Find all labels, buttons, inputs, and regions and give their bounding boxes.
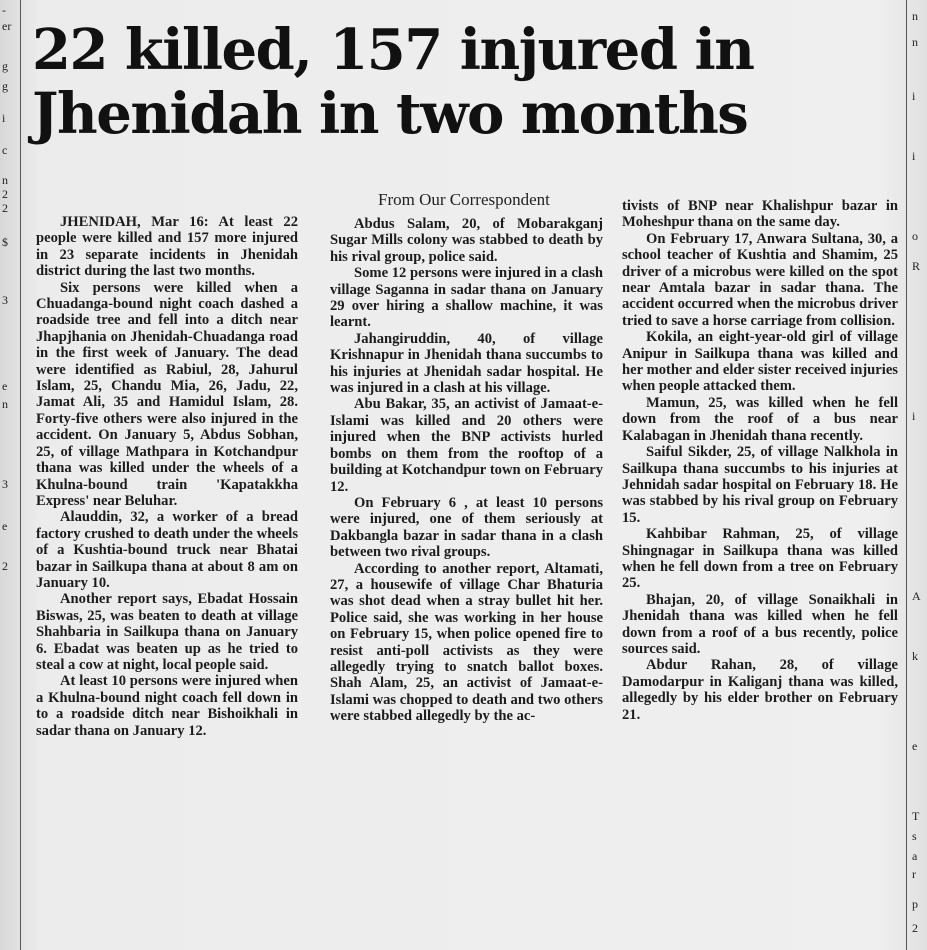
article-headline	[32, 18, 902, 146]
edge-fragment: -	[2, 3, 6, 17]
edge-fragment: a	[912, 849, 918, 863]
paragraph-continuation: tivists of BNP near Khalishpur bazar in Moheshpur thana on the same day.	[622, 198, 898, 231]
edge-fragment: A	[912, 589, 921, 603]
edge-fragment: e	[912, 739, 918, 753]
edge-fragment: T	[912, 809, 920, 823]
article-column-2	[330, 216, 603, 725]
edge-fragment: i	[912, 89, 916, 103]
edge-fragment: i	[912, 149, 916, 163]
paragraph: On February 6 , at least 10 persons were injured, one of them seriously at Dakbangla bazar in sadar thana in a clash between two rival groups.	[330, 494, 603, 561]
paragraph: Saiful Sikder, 25, of village Nalkhola in Sailkupa thana succumbs to his injuries at Jehnidah sadar hospital on February 18. He was stabbed by his rival group on February 15.	[622, 444, 898, 526]
edge-fragment: n	[912, 35, 918, 49]
paragraph: Abdus Salam, 20, of Mobarakganj Sugar Mills colony was stabbed to death by his rival group, police said.	[330, 216, 603, 265]
edge-fragment: i	[2, 111, 6, 125]
edge-fragment: R	[912, 259, 921, 273]
edge-fragment: 3	[2, 477, 8, 491]
edge-fragment: g	[2, 79, 8, 93]
edge-fragment: n	[2, 397, 8, 411]
paragraph: Kokila, an eight-year-old girl of village Anipur in Sailkupa thana was killed and her mother and elder sister received injuries when people attacked them.	[622, 329, 898, 395]
edge-fragment: 2	[2, 559, 8, 573]
edge-fragment: c	[2, 143, 8, 157]
edge-fragment: 2	[2, 201, 8, 215]
edge-fragment: o	[912, 229, 918, 243]
headline-line-1: 22 killed, 157 injured in	[32, 17, 754, 83]
edge-fragment: k	[912, 649, 918, 663]
edge-fragment: g	[2, 59, 8, 73]
edge-fragment: p	[912, 897, 918, 911]
paragraph: Abdur Rahan, 28, of village Damodarpur in Kaliganj thana was killed, allegedly by his elder brother on February 21.	[622, 657, 898, 723]
edge-fragment: n	[2, 173, 8, 187]
article-column-3	[622, 198, 898, 723]
paragraph: Alauddin, 32, a worker of a bread factory crushed to death under the wheels of a Kushtia-bound truck near Bhatai bazar in Sailkupa thana at about 8 am on January 10.	[36, 509, 298, 591]
edge-fragment: n	[912, 9, 918, 23]
edge-fragment: $	[2, 235, 8, 249]
left-adjacent-column-fragment	[0, 0, 21, 950]
edge-fragment: e	[2, 379, 8, 393]
paragraph: Abu Bakar, 35, an activist of Jamaat-e-Islami was killed and 20 others were injured when the BNP activists hurled bombs on them from the rooftop of a building at Kotchandpur town on February 12.	[330, 396, 603, 495]
edge-fragment: e	[2, 519, 8, 533]
edge-fragment: r	[912, 867, 916, 881]
paragraph: Another report says, Ebadat Hossain Biswas, 25, was beaten to death at village Shahbaria in Sailkupa thana on January 6. Ebadat was beaten up as he tried to steal a cow at night, local people said.	[36, 591, 298, 673]
paragraph: Bhajan, 20, of village Sonaikhali in Jhenidah thana was killed when he fell down from a roof of a bus recently, police sources said.	[622, 591, 898, 657]
edge-fragment: s	[912, 829, 917, 843]
edge-fragment: 3	[2, 293, 8, 307]
right-adjacent-column-fragment	[906, 0, 927, 950]
edge-fragment: er	[2, 19, 12, 33]
paragraph: On February 17, Anwara Sultana, 30, a school teacher of Kushtia and Shamim, 25 driver of a microbus were killed on the spot near Amtala bazar in sadar thana. The accident occurred when the microbus driver tried to save a horse carriage from collision.	[622, 230, 898, 329]
paragraph: JHENIDAH, Mar 16: At least 22 people were killed and 157 more injured in 23 separate incidents in Jhenidah district during the last two months.	[36, 214, 298, 280]
paragraph: Jahangiruddin, 40, of village Krishnapur in Jhenidah thana succumbs to his injuries at Jhenidah sadar hospital. He was injured in a clash at his village.	[330, 330, 603, 397]
paragraph: According to another report, Altamati, 27, a housewife of village Char Bhaturia was shot dead when a stray bullet hit her. Police said, she was working in her house on February 15, when police opened fire to resist anti-poll activists as they were allegedly trying to snatch ballot boxes. Shah Alam, 25, an activist of Jamaat-e-Islami was chopped to death and two others were stabbed allegedly by the ac-	[330, 560, 603, 725]
article-column-1	[36, 214, 298, 739]
paragraph: At least 10 persons were injured when a Khulna-bound night coach fell down in to a roadside ditch near Bishoikhali in sadar thana on January 12.	[36, 673, 298, 739]
article-byline: From Our Correspondent	[378, 190, 550, 209]
headline-line-2: Jhenidah in two months	[32, 81, 748, 147]
paragraph: Kahbibar Rahman, 25, of village Shingnagar in Sailkupa thana was killed when he fell down from a tree on February 25.	[622, 526, 898, 592]
paragraph: Mamun, 25, was killed when he fell down from the roof of a bus near Kalabagan in Jhenidah thana recently.	[622, 394, 898, 444]
edge-fragment: 2	[912, 921, 918, 935]
edge-fragment: i	[912, 409, 916, 423]
edge-fragment: 2	[2, 187, 8, 201]
paragraph: Some 12 persons were injured in a clash village Saganna in sadar thana on January 29 over hiring a shallow machine, it was learnt.	[330, 265, 603, 331]
paragraph: Six persons were killed when a Chuadanga-bound night coach dashed a roadside tree and fell into a ditch near Jhapjhania on Jhenidah-Chuadanga road in the first week of January. The dead were identified as Rabiul, 28, Jahurul Islam, 25, Chandu Mia, 26, Jadu, 22, Jamat Ali, 35 and Hamidul Islam, 28. Forty-five others were also injured in the accident. On January 5, Abdus Sobhan, 25, of village Mathpara in Kotchandpur thana was killed under the wheels of a Khulna-bound train 'Kapatakkha Express' near Beluhar.	[36, 279, 298, 509]
